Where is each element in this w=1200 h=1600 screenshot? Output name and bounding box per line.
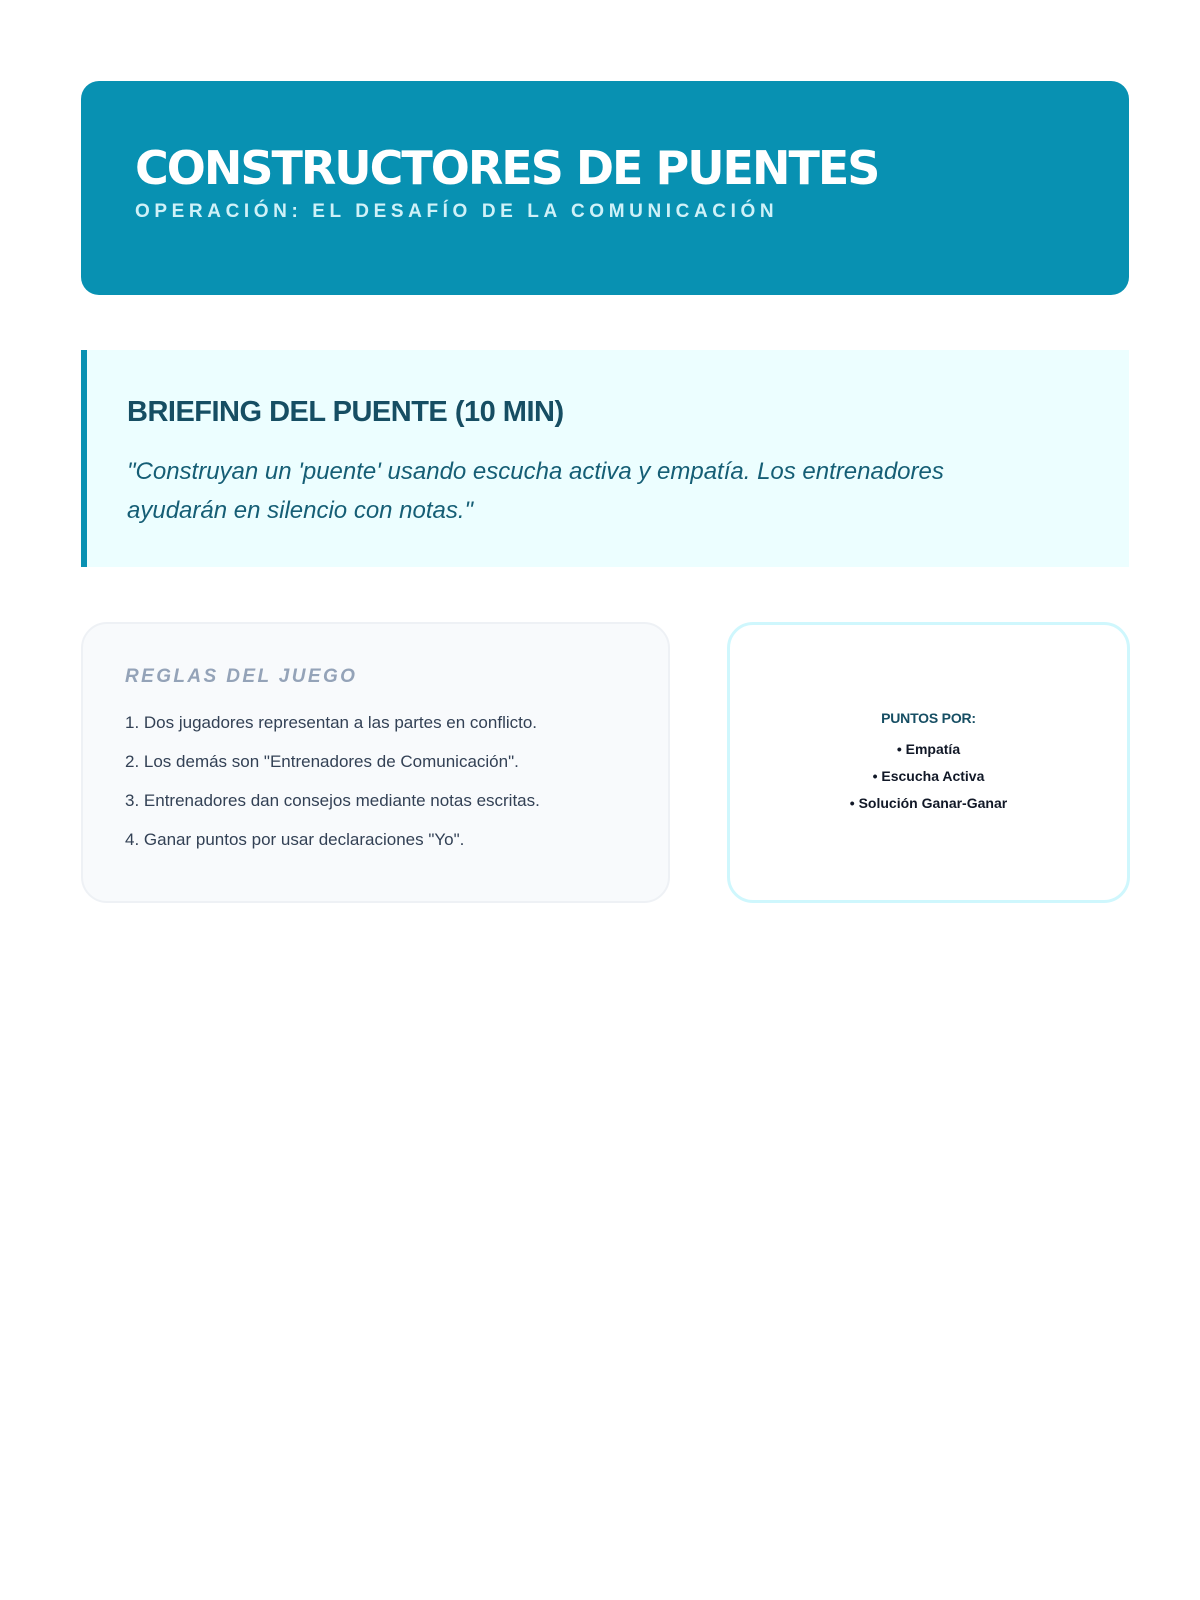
header-banner	[81, 81, 1129, 295]
rule-item: 4. Ganar puntos por usar declaraciones "Yo".	[125, 830, 465, 849]
points-title: PUNTOS POR:	[881, 710, 976, 726]
points-item: • Solución Ganar-Ganar	[849, 795, 1008, 811]
rules-list	[125, 712, 628, 851]
points-list	[730, 740, 1127, 813]
page-title: CONSTRUCTORES DE PUENTES	[135, 141, 879, 195]
briefing-title: BRIEFING DEL PUENTE (10 MIN)	[127, 396, 564, 428]
page-subtitle: OPERACIÓN: EL DESAFÍO DE LA COMUNICACIÓN	[135, 201, 779, 222]
points-item: • Escucha Activa	[872, 768, 985, 784]
rule-item: 1. Dos jugadores representan a las partes en conflicto.	[125, 713, 538, 732]
points-card	[727, 622, 1130, 903]
briefing-quote: "Construyan un 'puente' usando escucha activa y empatía. Los entrenadores ayudarán en silencio con notas."	[127, 458, 944, 524]
briefing-panel	[81, 350, 1129, 567]
rules-card	[81, 622, 670, 903]
rule-item: 3. Entrenadores dan consejos mediante notas escritas.	[125, 791, 540, 810]
points-item: • Empatía	[896, 741, 961, 757]
rule-item: 2. Los demás son "Entrenadores de Comunicación".	[125, 752, 519, 771]
rules-title: REGLAS DEL JUEGO	[125, 666, 358, 687]
